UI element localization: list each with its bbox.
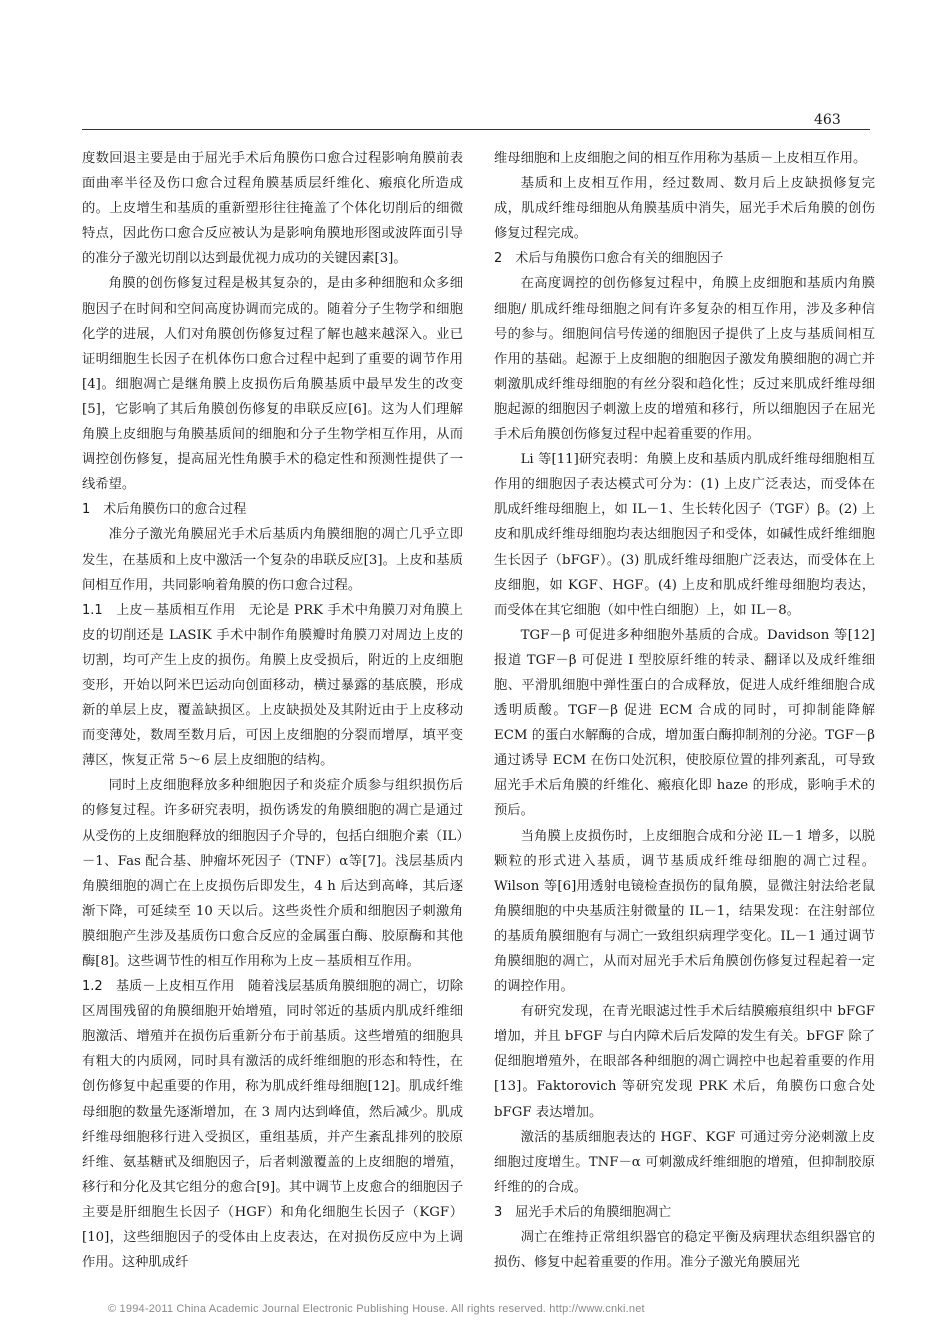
subsection-text: 无论是 PRK 手术中角膜刀对角膜上皮的切削还是 LASIK 手术中制作角膜瓣时角膜刀对周边上皮的切割，均可产生上皮的损伤。角膜上皮受损后，附近的上皮细胞变形，开始以阿米巴运动向创面移动，横过暴露的基底膜，形成新的单层上皮，覆盖缺损区。上皮缺损处及其附近由于上皮移动而变薄处，数周至数月后，可因上皮细胞的分裂而增厚，填平变薄区，恢复正常 5～6 层上皮细胞的结构。 xyxy=(82,602,463,769)
paragraph: 角膜的创伤修复过程是极其复杂的，是由多种细胞和众多细胞因子在时间和空间高度协调而完成的。随着分子生物学和细胞化学的进展，人们对角膜创伤修复过程了解也越来越深入。业已证明细胞生长因子在机体伤口愈合过程中起到了重要的调节作用[4]。细胞凋亡是继角膜上皮损伤后角膜基质中最早发生的改变[5]，它影响了其后角膜创伤修复的串联反应[6]。这为人们理解角膜上皮细胞与角膜基质间的细胞和分子生物学相互作用，从而调控创伤修复，提高屈光性角膜手术的稳定性和预测性提供了一线希望。 xyxy=(82,276,463,493)
copyright-footer: © 1994-2011 China Academic Journal Electronic Publishing House. All rights reserved. http://www.cnki.net xyxy=(108,1303,645,1315)
paragraph: Li 等[11]研究表明：角膜上皮和基质内肌成纤维母细胞相互作用的细胞因子表达模式可分为：(1) 上皮广泛表达，而受体在肌成纤维母细胞上，如 IL－1、生长转化因子（TGF）β。(2) 上皮和肌成纤维母细胞均表达细胞因子和受体，如碱性成纤维细胞生长因子（bFGF）。(3) 肌成纤维母细胞广泛表达，而受体在上皮细胞，如 KGF、HGF。(4) 上皮和肌成纤维母细胞均表达，而受体在其它细胞（如中性白细胞）上，如 IL－8。 xyxy=(494,452,875,618)
section-heading-2: 2 术后与角膜伤口愈合有关的细胞因子 xyxy=(494,251,724,267)
paragraph: 同时上皮细胞释放多种细胞因子和炎症介质参与组织损伤后的修复过程。许多研究表明，损伤诱发的角膜细胞的凋亡是通过从受伤的上皮细胞释放的细胞因子介导的，包括白细胞介素（IL）－1、Fas 配合基、肿瘤坏死因子（TNF）α等[7]。浅层基质内角膜细胞的凋亡在上皮损伤后即发生，4 h 后达到高峰，其后逐渐下降，可延续至 10 天以后。这些炎性介质和细胞因子刺激角膜细胞产生涉及基质伤口愈合反应的金属蛋白酶、胶原酶和其他酶[8]。这些调节性的相互作用称为上皮－基质相互作用。 xyxy=(82,778,463,969)
paragraph: 维母细胞和上皮细胞之间的相互作用称为基质－上皮相互作用。 xyxy=(494,151,867,166)
paragraph: 准分子激光角膜屈光手术后基质内角膜细胞的凋亡几乎立即发生，在基质和上皮中激活一个复杂的串联反应[3]。上皮和基质间相互作用，共同影响着角膜的伤口愈合过程。 xyxy=(82,527,463,593)
paragraph: 在高度调控的创伤修复过程中，角膜上皮细胞和基质内角膜细胞/ 肌成纤维母细胞之间有许多复杂的相互作用，涉及多种信号的参与。细胞间信号传递的细胞因子提供了上皮与基质间相互作用的基础。起源于上皮细胞的细胞因子激发角膜细胞的凋亡并刺激肌成纤维母细胞的有丝分裂和趋化性；反过来肌成纤维母细胞起源的细胞因子刺激上皮的增殖和移行，所以细胞因子在屈光手术后角膜创伤修复过程中起着重要的作用。 xyxy=(494,276,875,443)
subsection-1-2 xyxy=(82,974,463,1275)
paragraph: 有研究发现，在青光眼滤过性手术后结膜瘢痕组织中 bFGF 增加，并且 bFGF 与白内障术后后发障的发生有关。bFGF 除了促细胞增殖外，在眼部各种细胞的凋亡调控中也起着重要的作用[13]。Faktorovich 等研究发现 PRK 术后，角膜伤口愈合处 bFGF 表达增加。 xyxy=(494,1004,875,1120)
right-column xyxy=(494,146,875,1275)
page-number: 463 xyxy=(814,112,841,128)
section-heading-3: 3 屈光手术后的角膜细胞凋亡 xyxy=(494,1204,672,1220)
section-heading-1: 1 术后角膜伤口的愈合过程 xyxy=(82,502,247,518)
header-rule xyxy=(82,129,870,130)
paragraph: TGF－β 可促进多种细胞外基质的合成。Davidson 等[12]报道 TGF－β 可促进 I 型胶原纤维的转录、翻译以及成纤维细胞、平滑肌细胞中弹性蛋白的合成释放，促进人成纤维细胞合成透明质酸。TGF－β 促进 ECM 合成的同时，可抑制能降解 ECM 的蛋白水解酶的合成，增加蛋白酶抑制剂的分泌。TGF－β 通过诱导 ECM 在伤口处沉积，使胶原位置的排列紊乱，可导致屈光手术后角膜的纤维化、瘢痕化即 haze 的形成，影响手术的预后。 xyxy=(494,627,875,819)
subsection-text: 随着浅层基质角膜细胞的凋亡，切除区周围残留的角膜细胞开始增殖，同时邻近的基质内肌成纤维细胞激活、增殖并在损伤后重新分布于前基质。这些增殖的细胞具有粗大的内质网，同时具有激活的成纤维细胞的形态和特性，在创伤修复中起重要的作用，称为肌成纤维母细胞[12]。肌成纤维母细胞的数量先逐渐增加，在 3 周内达到峰值，然后减少。肌成纤维母细胞移行进入受损区，重组基质，并产生紊乱排列的胶原纤维、氨基糖甙及细胞因子，后者刺激覆盖的上皮细胞的增殖，移行和分化及其它组分的愈合[9]。其中调节上皮愈合的细胞因子主要是肝细胞生长因子（HGF）和角化细胞生长因子（KGF）[10]，这些细胞因子的受体由上皮表达，在对损伤反应中为上调作用。这种肌成纤 xyxy=(82,979,463,1271)
paragraph: 基质和上皮相互作用，经过数周、数月后上皮缺损修复完成，肌成纤维母细胞从角膜基质中消失，屈光手术后角膜的创伤修复过程完成。 xyxy=(494,176,875,242)
paragraph: 凋亡在维持正常组织器官的稳定平衡及病理状态组织器官的损伤、修复中起着重要的作用。准分子激光角膜屈光 xyxy=(494,1230,875,1271)
subsection-title: 1.1 上皮－基质相互作用 xyxy=(82,602,249,618)
left-column xyxy=(82,146,463,1275)
paragraph: 度数回退主要是由于屈光手术后角膜伤口愈合过程影响角膜前表面曲率半径及伤口愈合过程角膜基质层纤维化、瘢痕化所造成的。上皮增生和基质的重新塑形往往掩盖了个体化切削后的细微特点，因此伤口愈合反应被认为是影响角膜地形图或波阵面引导的准分子激光切削以达到最优视力成功的关键因素[3]。 xyxy=(82,151,463,267)
subsection-1-1 xyxy=(82,598,463,774)
paragraph: 当角膜上皮损伤时，上皮细胞合成和分泌 IL－1 增多，以脱颗粒的形式进入基质，调节基质成纤维母细胞的凋亡过程。Wilson 等[6]用透射电镜检查损伤的鼠角膜，显微注射法给老鼠角膜细胞的中央基质注射微量的 IL－1，结果发现：在注射部位的基质角膜细胞有与凋亡一致组织病理学变化。IL－1 通过调节角膜细胞的凋亡，从而对屈光手术后角膜创伤修复过程起着一定的调控作用。 xyxy=(494,828,875,995)
subsection-title: 1.2 基质－上皮相互作用 xyxy=(82,979,248,995)
paragraph: 激活的基质细胞表达的 HGF、KGF 可通过旁分泌刺激上皮细胞过度增生。TNF－α 可刺激成纤维细胞的增殖，但抑制胶原纤维的的合成。 xyxy=(494,1129,875,1195)
